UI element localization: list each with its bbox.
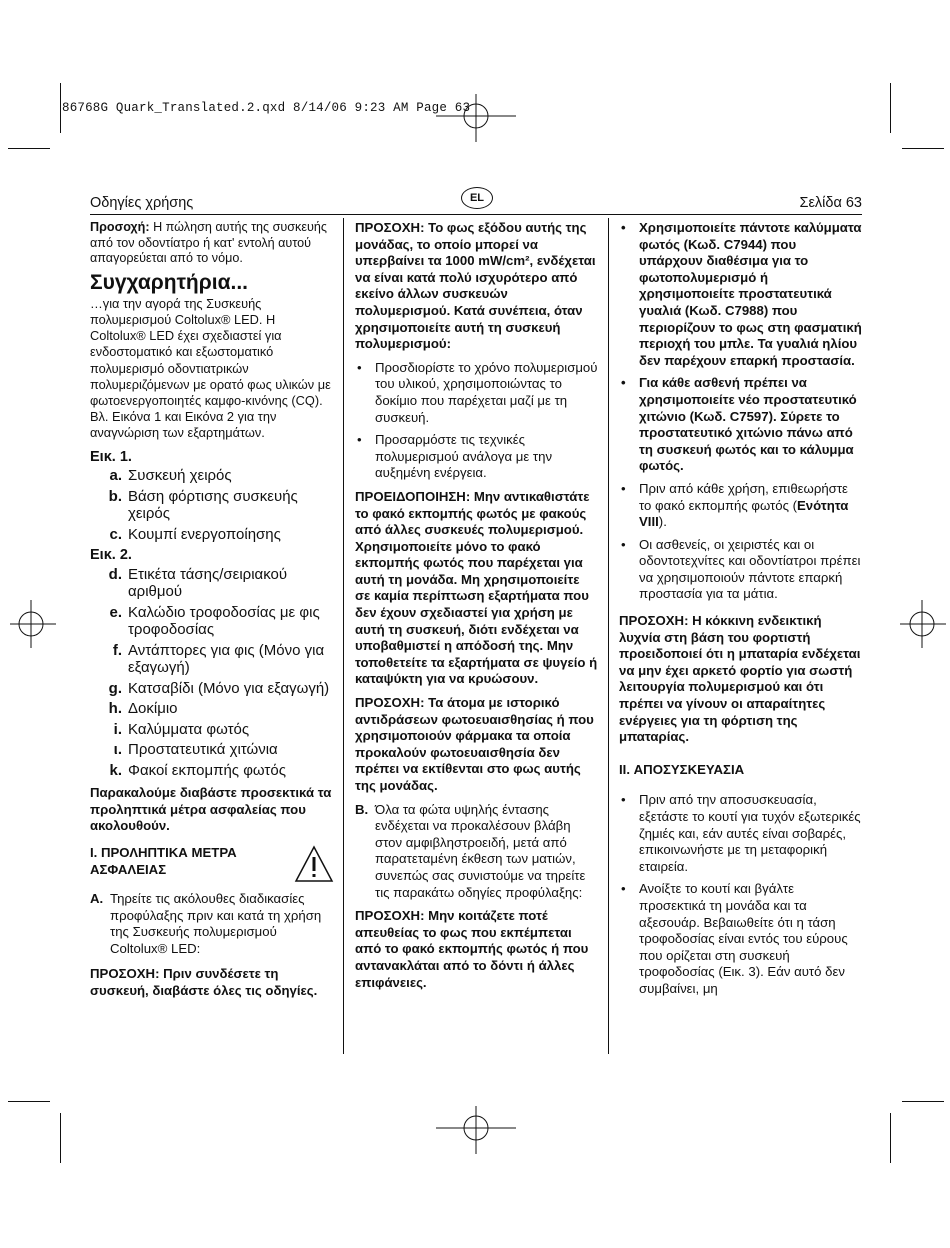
part-letter: b. [108, 487, 122, 505]
part-name: Αντάπτορες για φις (Μόνο για εξαγωγή) [128, 641, 325, 677]
part-letter: c. [109, 525, 122, 543]
registration-mark-right [900, 600, 946, 650]
item-a-label: A. [90, 891, 104, 907]
part-name: Κατσαβίδι (Μόνο για εξαγωγή) [128, 679, 330, 697]
crop-mark [890, 1113, 891, 1163]
figure-2-heading: Εικ. 2. [90, 547, 132, 564]
before-connect-warning: ΠΡΟΣΟΧΗ: Πριν συνδέσετε τη συσκευή, διαβάστε όλες τις οδηγίες. [90, 966, 318, 999]
crop-mark [902, 148, 944, 149]
part-name: Φακοί εκπομπής φωτός [128, 761, 286, 779]
part-name: Συσκευή χειρός [128, 467, 232, 485]
part-item [90, 700, 334, 718]
curing-bullets [355, 360, 598, 482]
figure-1-heading: Εικ. 1. [90, 448, 132, 465]
warning-triangle-icon [294, 845, 334, 883]
part-item [90, 526, 334, 544]
column-divider [608, 218, 609, 1054]
item-b [355, 802, 598, 902]
bullet-tail: ). [658, 514, 667, 530]
photosensitivity-warning: ΠΡΟΣΟΧΗ: Τα άτομα με ιστορικό αντιδράσεων φωτοευαισθησίας ή που χρησιμοποιούν φάρμακα τα οποία προκαλούν φωτοευαισθησία δεν πρέπει να εκτίθενται στο φως αυτής της μονάδας. [355, 695, 594, 793]
language-badge: EL [461, 187, 493, 209]
battery-warning: ΠΡΟΣΟΧΗ: Η κόκκινη ενδεικτική λυχνία στη βάση του φορτιστή προειδοποιεί ότι η μπαταρία ενδέχεται να μην έχει αρκετό φορτίο για σωστή λειτουργία πολυμερισμού και ότι πρέπει να γίνουν οι απαραίτητες ενέργειες για τη φόρτιση της μπαταρίας. [619, 613, 861, 745]
column-2 [355, 220, 598, 998]
bullet-text: Οι ασθενείς, οι χειριστές και οι οδοντοτεχνίτες και οδοντίατροι πρέπει να χρησιμοποιούν πάντοτε επαρκή προστασία για τα μάτια. [639, 536, 861, 602]
page-title: Συγχαρητήρια... [90, 270, 249, 294]
item-b-text: Όλα τα φώτα υψηλής έντασης ενδέχεται να προκαλέσουν βλάβη στον αμφιβληστροειδή, μετά από παρατεταμένη έκθεση των ματιών, συνεπώς σας συνιστούμε να τηρείτε τις παρακάτω οδηγίες προφύλαξης: [375, 801, 586, 900]
bullet-item: • Πριν από την αποσυσκευασία, εξετάστε το κουτί για τυχόν εξωτερικές ζημιές και, εάν αυτές είναι σοβαρές, επικοινωνήστε με τη μεταφορική εταιρεία. [619, 792, 863, 875]
print-slug: 86768G Quark_Translated.2.qxd 8/14/06 9:23 AM Page 63 [62, 101, 471, 115]
part-name: Ετικέτα τάσης/σειριακού αριθμού [128, 565, 288, 601]
crop-mark [890, 83, 891, 133]
section-2-heading: II. ΑΠΟΣΥΣΚΕΥΑΣΙΑ [619, 761, 745, 777]
intro-paragraph: …για την αγορά της Συσκευής πολυμερισμού Coltolux® LED. Η Coltolux® LED έχει σχεδιαστεί για ενδοστοματικό και εξωστοματικό πολυμερισμό οδοντιατρικών πολυμεριζόμενων με ορατό φως υλικών με φωτοενεργοποιητές καμφο-κινόνης (CQ). Βλ. Εικόνα 1 και Εικόνα 2 για την αναγνώριση των εξαρτημάτων. [90, 295, 331, 441]
part-item [90, 721, 334, 739]
column-3 [619, 220, 863, 1005]
part-letter: k. [109, 761, 122, 779]
output-warning: ΠΡΟΣΟΧΗ: Το φως εξόδου αυτής της μονάδας, το οποίο μπορεί να υπερβαίνει τα 1000 mW/cm², ενδέχεται να είναι κατά πολύ ισχυρότερο από εκείνο άλλων συσκευών πολυμερισμού. Κατά συνέπεια, όταν χρησιμοποιείτε αυτή τη συσκευή πολυμερισμού: [355, 220, 596, 352]
registration-mark-left [10, 600, 56, 650]
registration-mark-bottom [436, 1106, 516, 1156]
caution-note [90, 220, 334, 267]
section-1-heading: I. ΠΡΟΛΗΠΤΙΚΑ ΜΕΤΡΑ ΑΣΦΑΛΕΙΑΣ [90, 845, 237, 877]
part-letter: h. [108, 700, 122, 718]
part-letter: e. [109, 603, 122, 621]
read-instructions: Παρακαλούμε διαβάστε προσεκτικά τα προληπτικά μέτρα ασφαλείας που ακολουθούν. [90, 785, 332, 834]
bullet-text: Χρησιμοποιείτε πάντοτε καλύμματα φωτός (Κωδ. C7944) που υπάρχουν διαθέσιμα για το φωτοπολυμερισμό ή χρησιμοποιείτε προστατευτικά γυαλιά (Κωδ. C7988) που περιορίζουν το φως στη φασματική περιοχή του μπλε. Τα γυαλιά ηλίου δεν παρέχουν επαρκή προστασία. [639, 220, 862, 368]
bullet-item: • Προσαρμόστε τις τεχνικές πολυμερισμού ανάλογα με την αυξημένη ενέργεια. [355, 432, 598, 482]
part-item [90, 604, 334, 639]
part-name: Καλώδιο τροφοδοσίας με φις τροφοδοσίας [128, 603, 320, 639]
caution-text: Η πώληση αυτής της συσκευής από τον οδοντίατρο ή κατ' εντολή αυτού απαγορεύεται από το νόμο. [90, 220, 327, 266]
bullet-item [619, 375, 863, 475]
figure-2-parts-list [90, 566, 334, 780]
part-item [90, 762, 334, 780]
part-letter: ι. [113, 741, 122, 759]
part-letter: g. [108, 679, 122, 697]
part-letter: i. [113, 720, 122, 738]
part-item [90, 642, 334, 677]
page-number: Σελίδα 63 [799, 195, 862, 211]
crop-mark [8, 148, 50, 149]
part-item [90, 467, 334, 485]
bullet-item [619, 220, 863, 369]
look-warning: ΠΡΟΣΟΧΗ: Μην κοιτάζετε ποτέ απευθείας το φως που εκπέμπεται από το φακό εκπομπής φωτός ή που αντανακλάται από το δόντι ή άλλες επιφάνειες. [355, 908, 589, 990]
part-item [90, 741, 334, 759]
item-a-text: Τηρείτε τις ακόλουθες διαδικασίες προφύλαξης πριν και κατά τη χρήση της Συσκευής πολυμερισμού Coltolux® LED: [110, 891, 322, 956]
bullet-item [619, 537, 863, 603]
bullet-text: Για κάθε ασθενή πρέπει να χρησιμοποιείτε νέο προστατευτικό χιτώνιο (Κωδ. C7597). Σύρετε το προστατευτικό χιτώνιο πάνω από τη συσκευή φωτός και το κάλυμμα φωτός. [639, 375, 857, 474]
column-divider [343, 218, 344, 1054]
crop-mark [60, 1113, 61, 1163]
crop-mark [902, 1101, 944, 1102]
bullet-item [619, 481, 863, 531]
section-reference: Ενότητα VIII [639, 497, 849, 530]
header-rule [90, 214, 862, 215]
part-name: Προστατευτικά χιτώνια [128, 741, 278, 759]
bullet-text: Πριν από κάθε χρήση, επιθεωρήστε το φακό εκπομπής φωτός ( [639, 480, 848, 513]
part-item [90, 488, 334, 523]
part-item [90, 566, 334, 601]
part-name: Καλύμματα φωτός [128, 720, 250, 738]
bullet-item: • Ανοίξτε το κουτί και βγάλτε προσεκτικά τη μονάδα και τα αξεσουάρ. Βεβαιωθείτε ότι η τάση τροφοδοσίας είναι εντός του εύρους που ορίζεται στη συσκευή τροφοδοσίας (Εικ. 3). Εάν αυτό δεν συμβαίνει, μη [619, 881, 863, 997]
lens-warning: ΠΡΟΕΙΔΟΠΟΙΗΣΗ: Μην αντικαθιστάτε το φακό εκπομπής φωτός με φακούς από άλλες συσκευές πολυμερισμού. Χρησιμοποιείτε μόνο το φακό εκπομπής φωτός που παρέχεται για αυτή τη μονάδα. Μη χρησιμοποιείτε σε καμία περίπτωση εξαρτήματα που δεν έχουν σχεδιαστεί για χρήση με αυτή τη συσκευή, διότι ενδέχεται να υποβαθμιστεί η απόδοσή της. Μην τοποθετείτε τα εξαρτήματα σε ψυγείο ή καταψύκτη για να κρυώσουν. [355, 488, 598, 687]
part-name: Δοκίμιο [128, 700, 178, 718]
unpacking-bullets [619, 792, 863, 997]
figure-1-parts-list [90, 467, 334, 543]
part-letter: f. [112, 641, 122, 659]
crop-mark [60, 83, 61, 133]
part-letter: d. [108, 565, 122, 583]
item-a [90, 891, 334, 957]
part-item [90, 680, 334, 698]
eye-protection-bullets [619, 220, 863, 603]
crop-mark [8, 1101, 50, 1102]
section-1-heading-row [90, 845, 334, 883]
item-b-label: B. [355, 801, 369, 817]
part-name: Βάση φόρτισης συσκευής χειρός [128, 487, 298, 523]
caution-label: Προσοχή: [90, 220, 150, 234]
part-letter: a. [109, 467, 122, 485]
running-header-left: Οδηγίες χρήσης [90, 195, 194, 211]
part-name: Κουμπί ενεργοποίησης [128, 525, 281, 543]
column-1 [90, 220, 334, 1007]
bullet-item: • Προσδιορίστε το χρόνο πολυμερισμού του υλικού, χρησιμοποιώντας το δοκίμιο που παρέχεται μαζί με τη συσκευή. [355, 360, 598, 426]
